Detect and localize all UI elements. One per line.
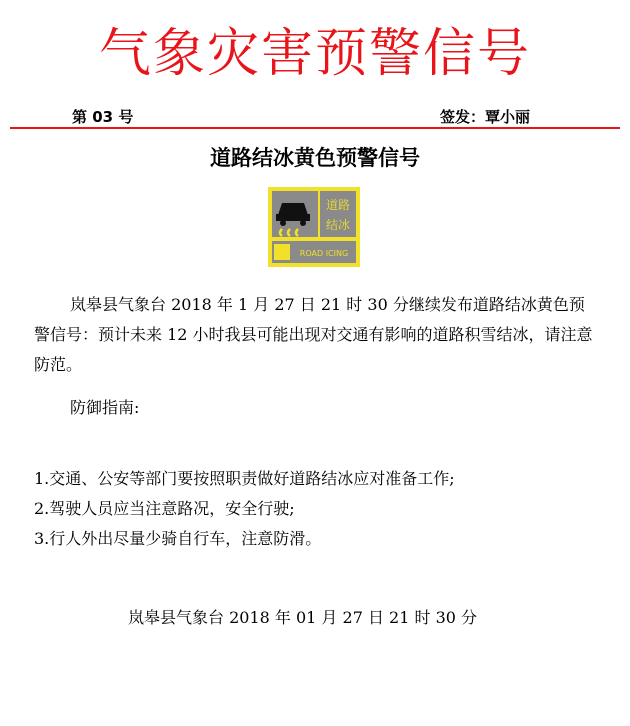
icon-text-mid: 结冰 [325, 218, 351, 232]
icon-text-bottom: ROAD ICING [299, 249, 349, 258]
header-divider [10, 127, 620, 129]
list-item: 2.驾驶人员应当注意路况，安全行驶; [34, 499, 295, 518]
list-item: 1.交通、公安等部门要按照职责做好道路结冰应对准备工作; [34, 469, 455, 488]
footer-signature: 岚皋县气象台 2018 年 01 月 27 日 21 时 30 分 [128, 608, 478, 627]
guide-heading: 防御指南: [70, 398, 140, 417]
signer: 签发：覃小丽 [440, 108, 531, 126]
body-paragraph: 岚皋县气象台 2018 年 1 月 27 日 21 时 30 分继续发布道路结冰黄色预警信号：预计未来 12 小时我县可能出现对交通有影响的道路积雪结冰，请注意防范。 [34, 295, 593, 374]
issue-number: 第 03 号 [72, 108, 134, 126]
icon-text-top: 道路 [325, 198, 351, 212]
header-title: 气象灾害预警信号 [98, 24, 531, 84]
road-icing-yellow-warning-icon [268, 187, 360, 267]
document-title: 道路结冰黄色预警信号 [210, 146, 420, 170]
guidelines-list [34, 464, 455, 554]
list-item: 3.行人外出尽量少骑自行车，注意防滑。 [34, 529, 322, 548]
